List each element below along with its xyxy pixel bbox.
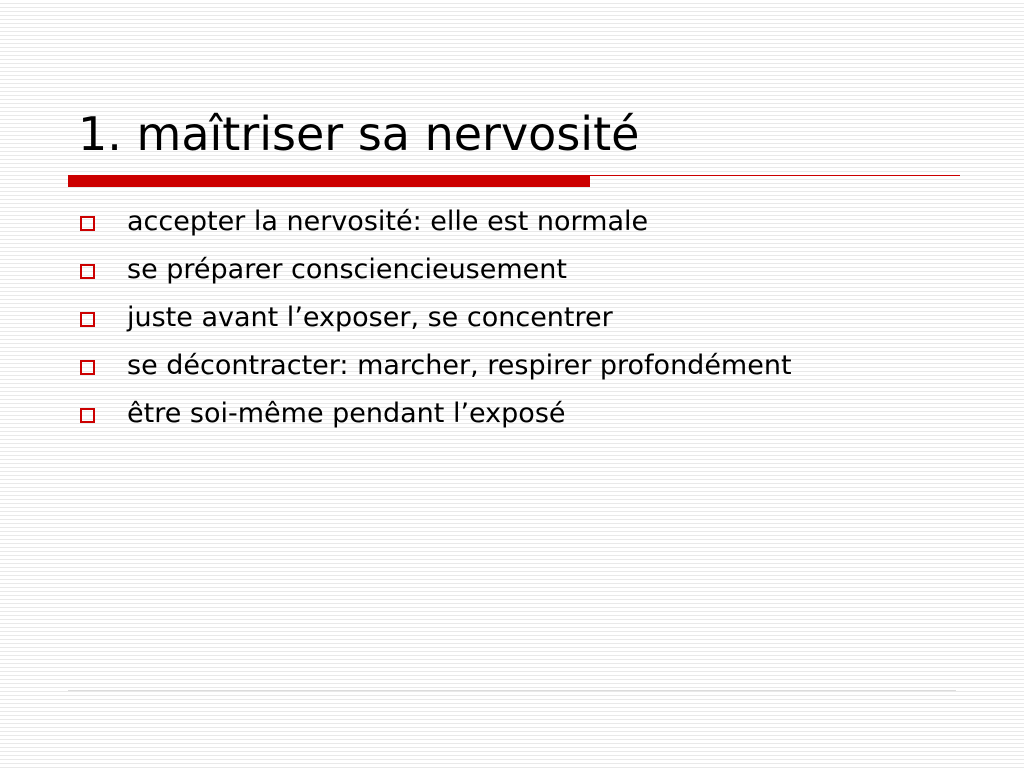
bullet-item (78, 203, 958, 240)
bullet-text: se préparer consciencieusement (127, 254, 567, 285)
slide-title: 1. maîtriser sa nervosité (78, 107, 640, 161)
bullet-text: juste avant l’exposer, se concentrer (127, 302, 613, 333)
hollow-square-icon (80, 408, 95, 423)
bullet-item (78, 299, 958, 336)
bullet-item (78, 251, 958, 288)
title-underline-line (590, 175, 960, 176)
bullet-item (78, 395, 958, 432)
footer-divider (68, 690, 956, 691)
bullet-list (78, 203, 958, 443)
bullet-text: se décontracter: marcher, respirer profondément (127, 350, 792, 381)
bullet-text: accepter la nervosité: elle est normale (127, 206, 649, 237)
hollow-square-icon (80, 360, 95, 375)
bullet-item (78, 347, 958, 384)
hollow-square-icon (80, 264, 95, 279)
title-underline-bar (68, 175, 590, 187)
hollow-square-icon (80, 216, 95, 231)
hollow-square-icon (80, 312, 95, 327)
bullet-text: être soi-même pendant l’exposé (127, 398, 566, 429)
